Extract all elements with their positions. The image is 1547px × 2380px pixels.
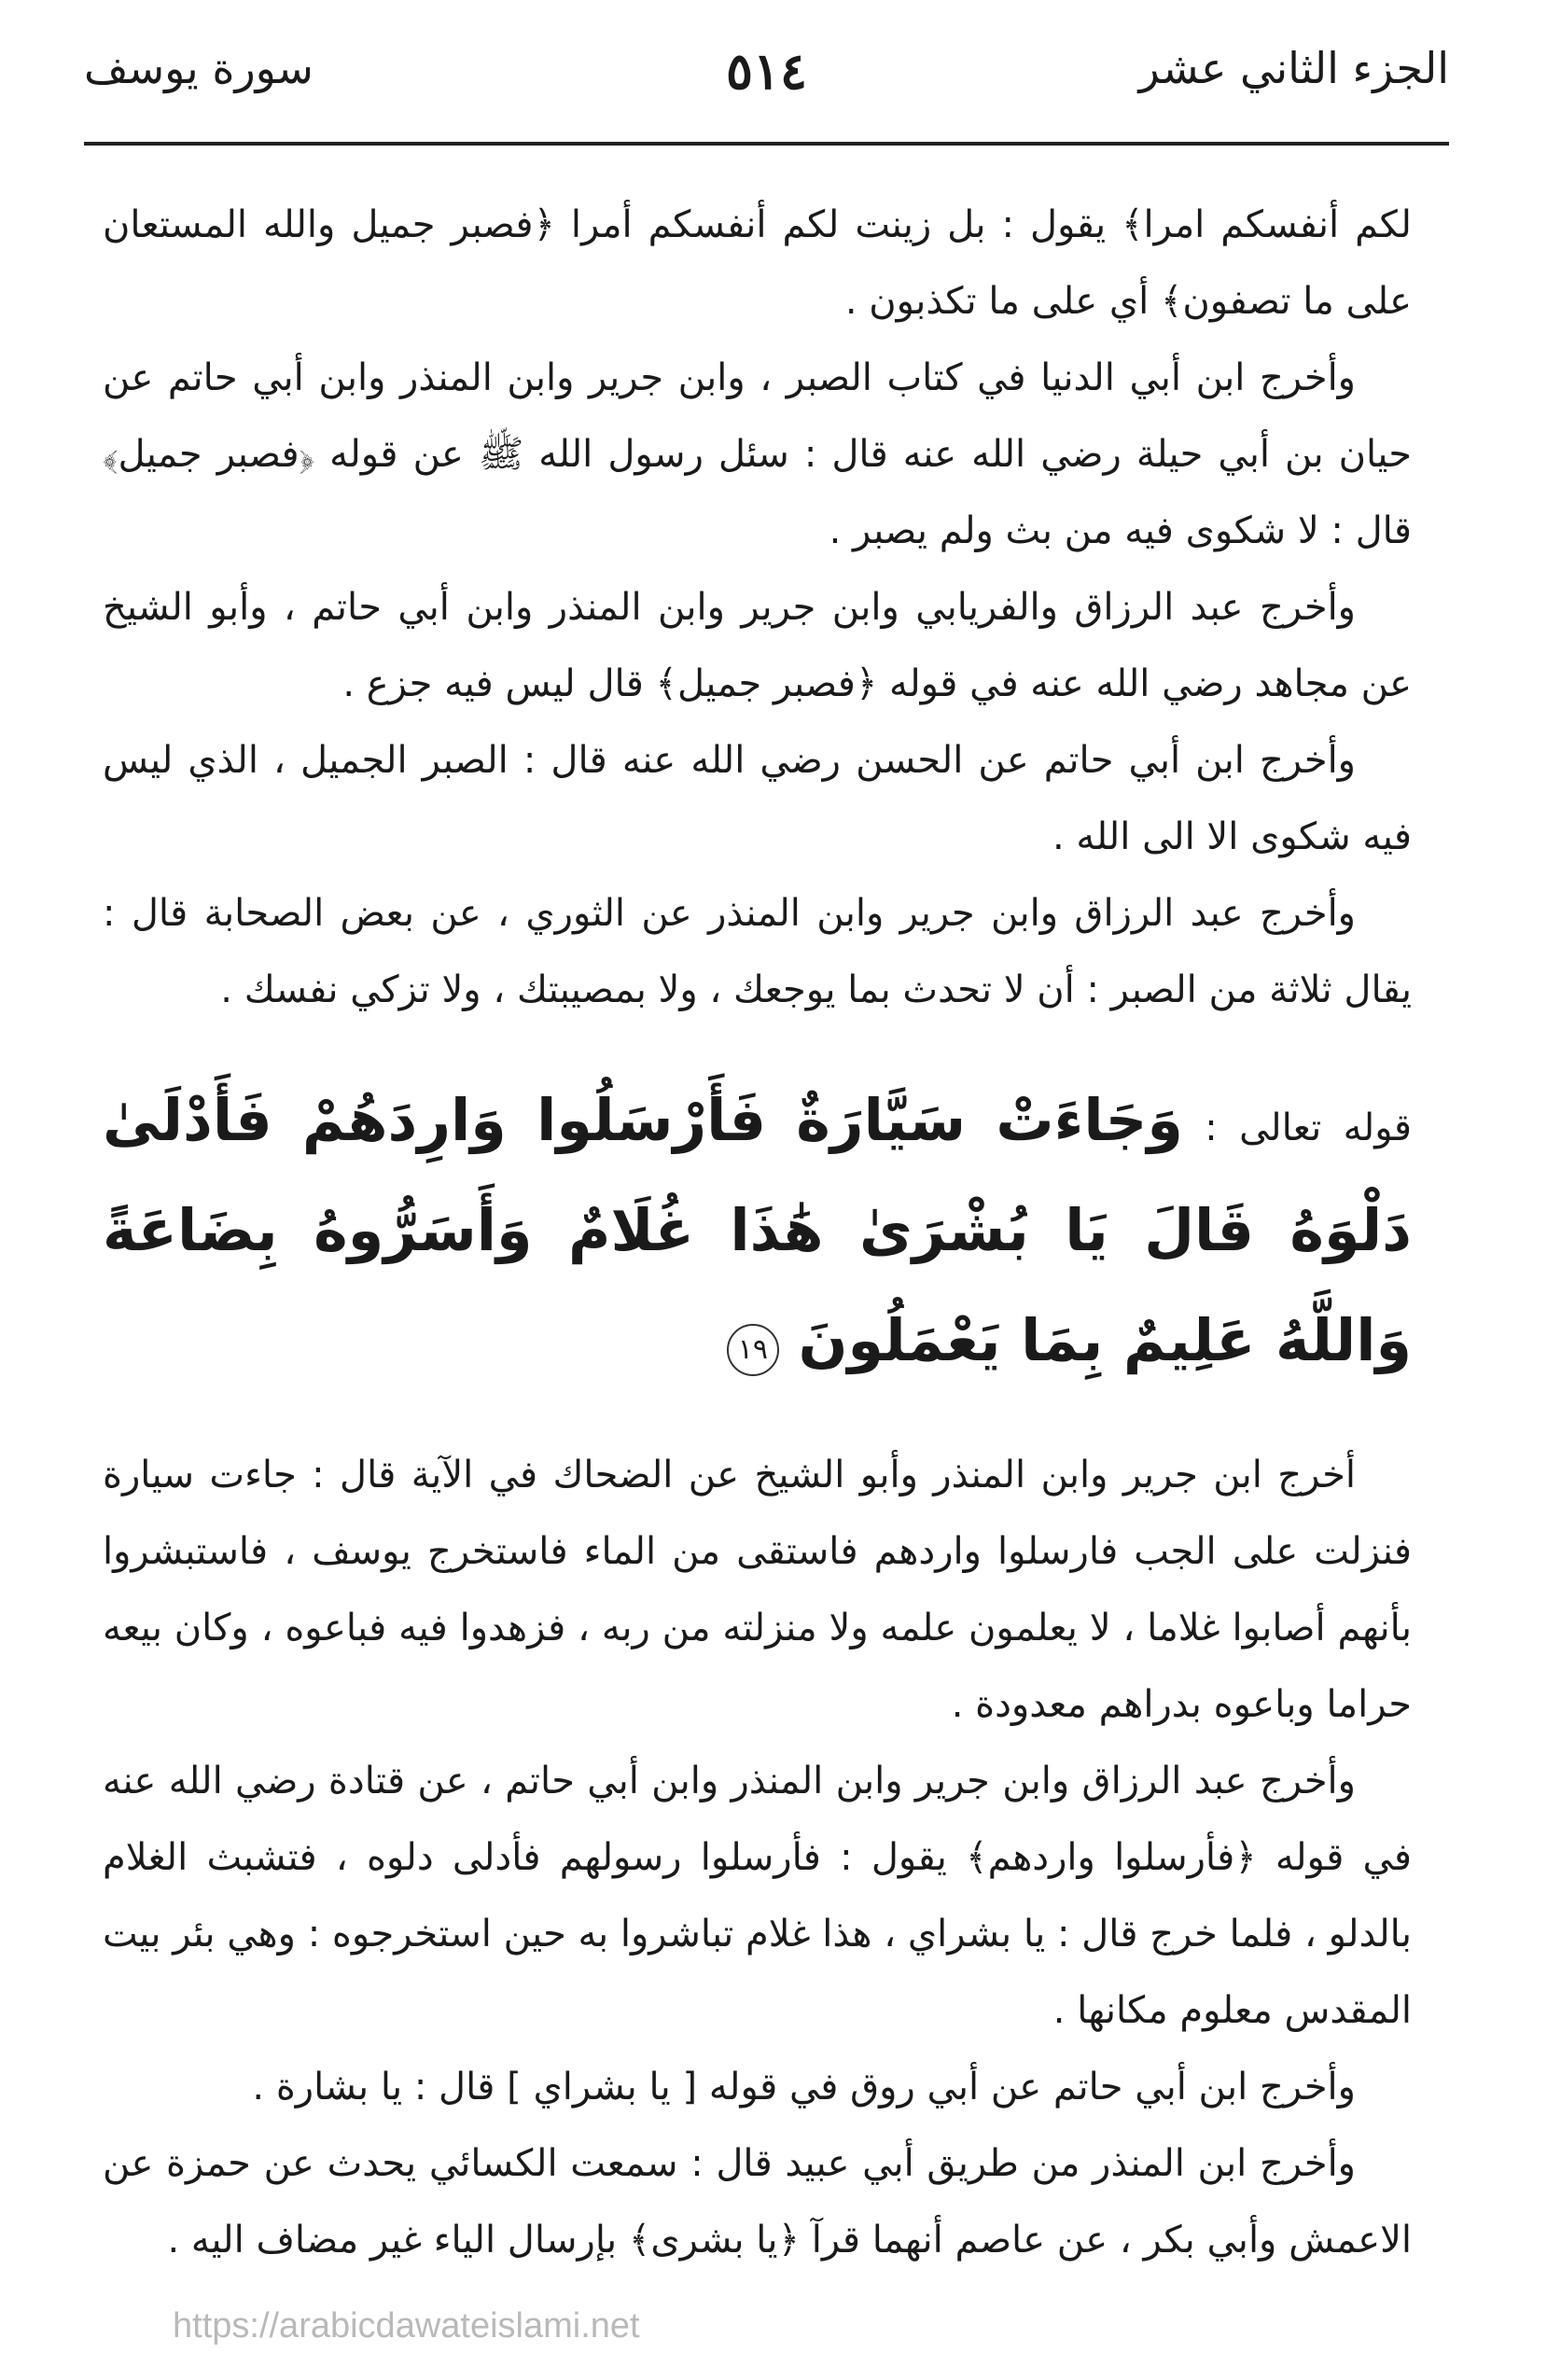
page-number: ٥١٤ xyxy=(725,41,807,101)
watermark-url: https://arabicdawateislami.net xyxy=(173,2306,640,2345)
paragraph: وأخرج ابن أبي حاتم عن أبي روق في قوله [ يا بشراي ] قال : يا بشارة . xyxy=(252,2066,1356,2109)
paragraph: وأخرج عبد الرزاق وابن جرير وابن المنذر وابن أبي حاتم ، عن قتادة رضي الله عنه في قوله ﴿فأرسلوا واردهم﴾ يقول : فأرسلوا رسولهم فأدلى دلوه ، فتشبث الغلام بالدلو ، فلما خرج قال : يا بشراي ، هذا غلام تباشروا به حين استخرجوه : وهي بئر بيت المقدس معلوم مكانها . xyxy=(103,1760,1412,2032)
paragraph: لكم أنفسكم امرا﴾ يقول : بل زينت لكم أنفسكم أمرا ﴿فصبر جميل والله المستعان على ما تصفون﴾ أي على ما تكذبون . xyxy=(103,203,1412,323)
quran-verse xyxy=(103,1069,1412,1399)
part-title: الجزء الثاني عشر xyxy=(1138,43,1449,93)
header-divider xyxy=(84,142,1449,146)
running-header xyxy=(84,37,1449,121)
paragraph: وأخرج عبد الرزاق والفريابي وابن جرير وابن المنذر وابن أبي حاتم ، وأبو الشيخ عن مجاهد رضي الله عنه في قوله ﴿فصبر جميل﴾ قال ليس فيه جزع . xyxy=(103,586,1412,705)
verse-text: وَجَاءَتْ سَيَّارَةٌ فَأَرْسَلُوا وَارِدَهُمْ فَأَدْلَىٰ دَلْوَهُ قَالَ يَا بُشْرَىٰ هَٰذَا غُلَامٌ وَأَسَرُّوهُ بِضَاعَةً وَاللَّهُ عَلِيمٌ بِمَا يَعْمَلُونَ xyxy=(103,1086,1412,1374)
paragraph: وأخرج ابن أبي حاتم عن الحسن رضي الله عنه قال : الصبر الجميل ، الذي ليس فيه شكوى الا الى الله . xyxy=(103,739,1412,858)
paragraph: وأخرج ابن أبي الدنيا في كتاب الصبر ، وابن جرير وابن المنذر وابن أبي حاتم عن حيان بن أبي حيلة رضي الله عنه قال : سئل رسول الله ﷺ عن قوله ﴿فصبر جميل﴾ قال : لا شكوى فيه من بث ولم يصبر . xyxy=(103,356,1412,552)
paragraph: وأخرج عبد الرزاق وابن جرير وابن المنذر عن الثوري ، عن بعض الصحابة قال : يقال ثلاثة من الصبر : أن لا تحدث بما يوجعك ، ولا بمصيبتك ، ولا تزكي نفسك . xyxy=(103,892,1412,1011)
paragraph: أخرج ابن جرير وابن المنذر وأبو الشيخ عن الضحاك في الآية قال : جاءت سيارة فنزلت على الجب فارسلوا واردهم فاستقى من الماء فاستخرج يوسف ، فاستبشروا بأنهم أصابوا غلاما ، لا يعلمون علمه ولا منزلته من ربه ، فزهدوا فيه فباعوه ، وكان بيعه حراما وباعوه بدراهم معدودة . xyxy=(103,1454,1412,1726)
main-text xyxy=(103,187,1412,2278)
verse-intro: قوله تعالى : xyxy=(1205,1106,1413,1149)
verse-number: ١٩ xyxy=(727,1324,779,1376)
paragraph: وأخرج ابن المنذر من طريق أبي عبيد قال : سمعت الكسائي يحدث عن حمزة عن الاعمش وأبي بكر ، عن عاصم أنهما قرآ ﴿يا بشرى﴾ بإرسال الياء غير مضاف اليه . xyxy=(103,2142,1412,2262)
surah-title: سورة يوسف xyxy=(84,43,314,93)
